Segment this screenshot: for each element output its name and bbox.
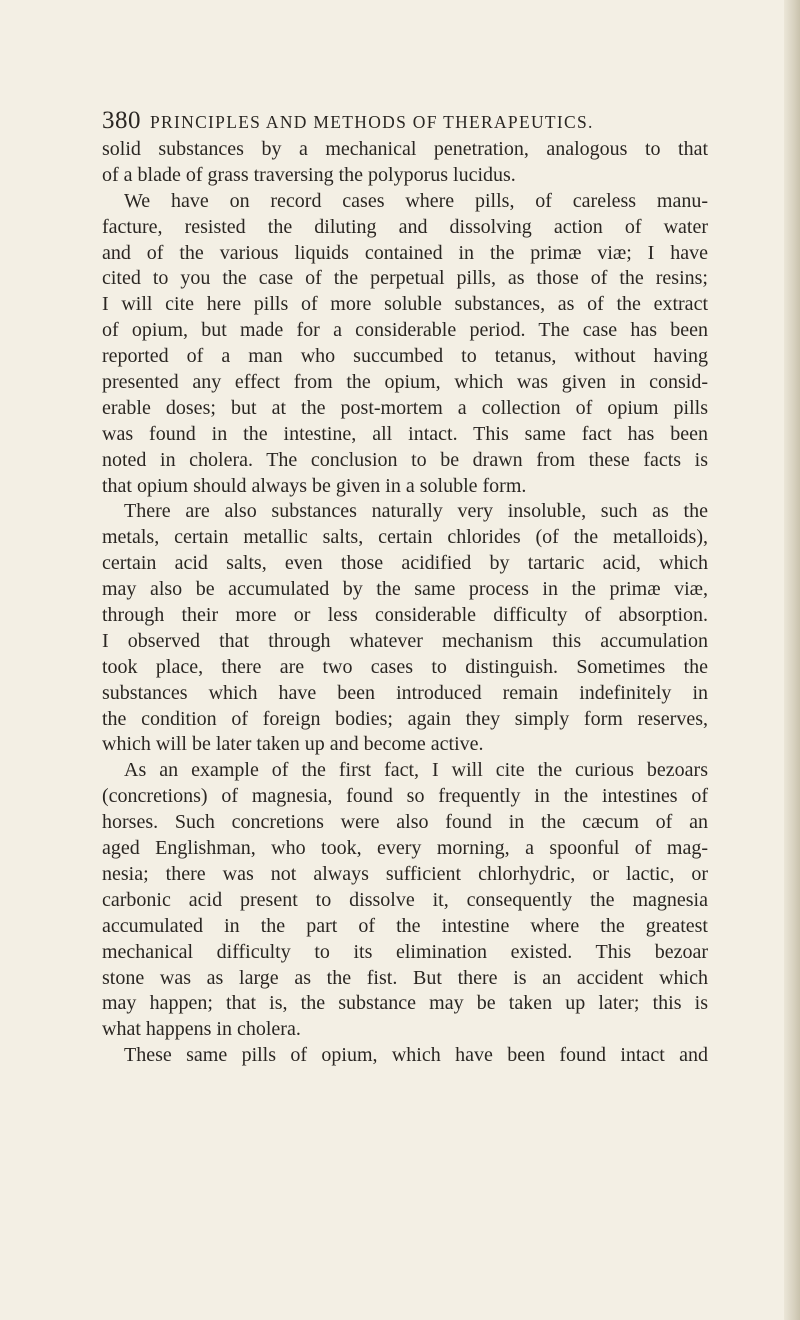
text-line: erable doses; but at the post-mortem a collection of opium pills — [102, 396, 708, 419]
text-line: of opium, but made for a considerable period. The case has been — [102, 319, 708, 342]
text-line: which will be later taken up and become active. — [102, 733, 484, 756]
text-line: nesia; there was not always sufficient chlorhydric, or lactic, or — [102, 862, 708, 885]
text-line: horses. Such concretions were also found in the cæcum of an — [102, 811, 708, 834]
text-line: may happen; that is, the substance may be taken up later; this is — [102, 992, 708, 1015]
running-title: PRINCIPLES AND METHODS OF THERAPEUTICS. — [150, 112, 594, 132]
text-line: substances which have been introduced remain indefinitely in — [102, 681, 708, 704]
text-line: cited to you the case of the perpetual pills, as those of the resins; — [102, 267, 708, 290]
text-line: that opium should always be given in a soluble form. — [102, 474, 527, 497]
text-line: may also be accumulated by the same process in the primæ viæ, — [102, 578, 708, 601]
text-line: what happens in cholera. — [102, 1018, 301, 1041]
text-line: presented any effect from the opium, which was given in consid- — [102, 371, 708, 394]
text-line: We have on record cases where pills, of careless manu- — [124, 189, 708, 212]
text-line: aged Englishman, who took, every morning, a spoonful of mag- — [102, 837, 708, 860]
text-line: of a blade of grass traversing the polyporus lucidus. — [102, 163, 516, 186]
text-line: I observed that through whatever mechanism this accumulation — [102, 629, 708, 652]
text-line: took place, there are two cases to distinguish. Sometimes the — [102, 655, 708, 678]
text-line: stone was as large as the fist. But there is an accident which — [102, 966, 708, 989]
text-line: reported of a man who succumbed to tetanus, without having — [102, 345, 708, 368]
text-line: These same pills of opium, which have been found intact and — [124, 1044, 708, 1067]
text-line: As an example of the first fact, I will cite the curious bezoars — [124, 759, 708, 782]
text-line: I will cite here pills of more soluble substances, as of the extract — [102, 293, 708, 316]
text-line: through their more or less considerable difficulty of absorption. — [102, 604, 708, 627]
text-line: There are also substances naturally very insoluble, such as the — [124, 500, 708, 523]
text-line: (concretions) of magnesia, found so frequently in the intestines of — [102, 785, 708, 808]
text-line: metals, certain metallic salts, certain chlorides (of the metalloids), — [102, 526, 708, 549]
text-line: certain acid salts, even those acidified by tartaric acid, which — [102, 552, 708, 575]
text-line: mechanical difficulty to its elimination existed. This bezoar — [102, 940, 708, 963]
text-line: accumulated in the part of the intestine where the greatest — [102, 914, 708, 937]
text-line: was found in the intestine, all intact. This same fact has been — [102, 422, 708, 445]
body-text — [102, 137, 708, 1069]
page-edge-shadow — [784, 0, 800, 1320]
text-line: facture, resisted the diluting and dissolving action of water — [102, 215, 708, 238]
text-line: noted in cholera. The conclusion to be drawn from these facts is — [102, 448, 708, 471]
text-line: carbonic acid present to dissolve it, consequently the magnesia — [102, 888, 708, 911]
text-line: the condition of foreign bodies; again they simply form reserves, — [102, 707, 708, 730]
text-line: and of the various liquids contained in the primæ viæ; I have — [102, 241, 708, 264]
page-header — [102, 106, 702, 136]
text-line: solid substances by a mechanical penetration, analogous to that — [102, 138, 708, 160]
page-number: 380 — [102, 107, 141, 134]
